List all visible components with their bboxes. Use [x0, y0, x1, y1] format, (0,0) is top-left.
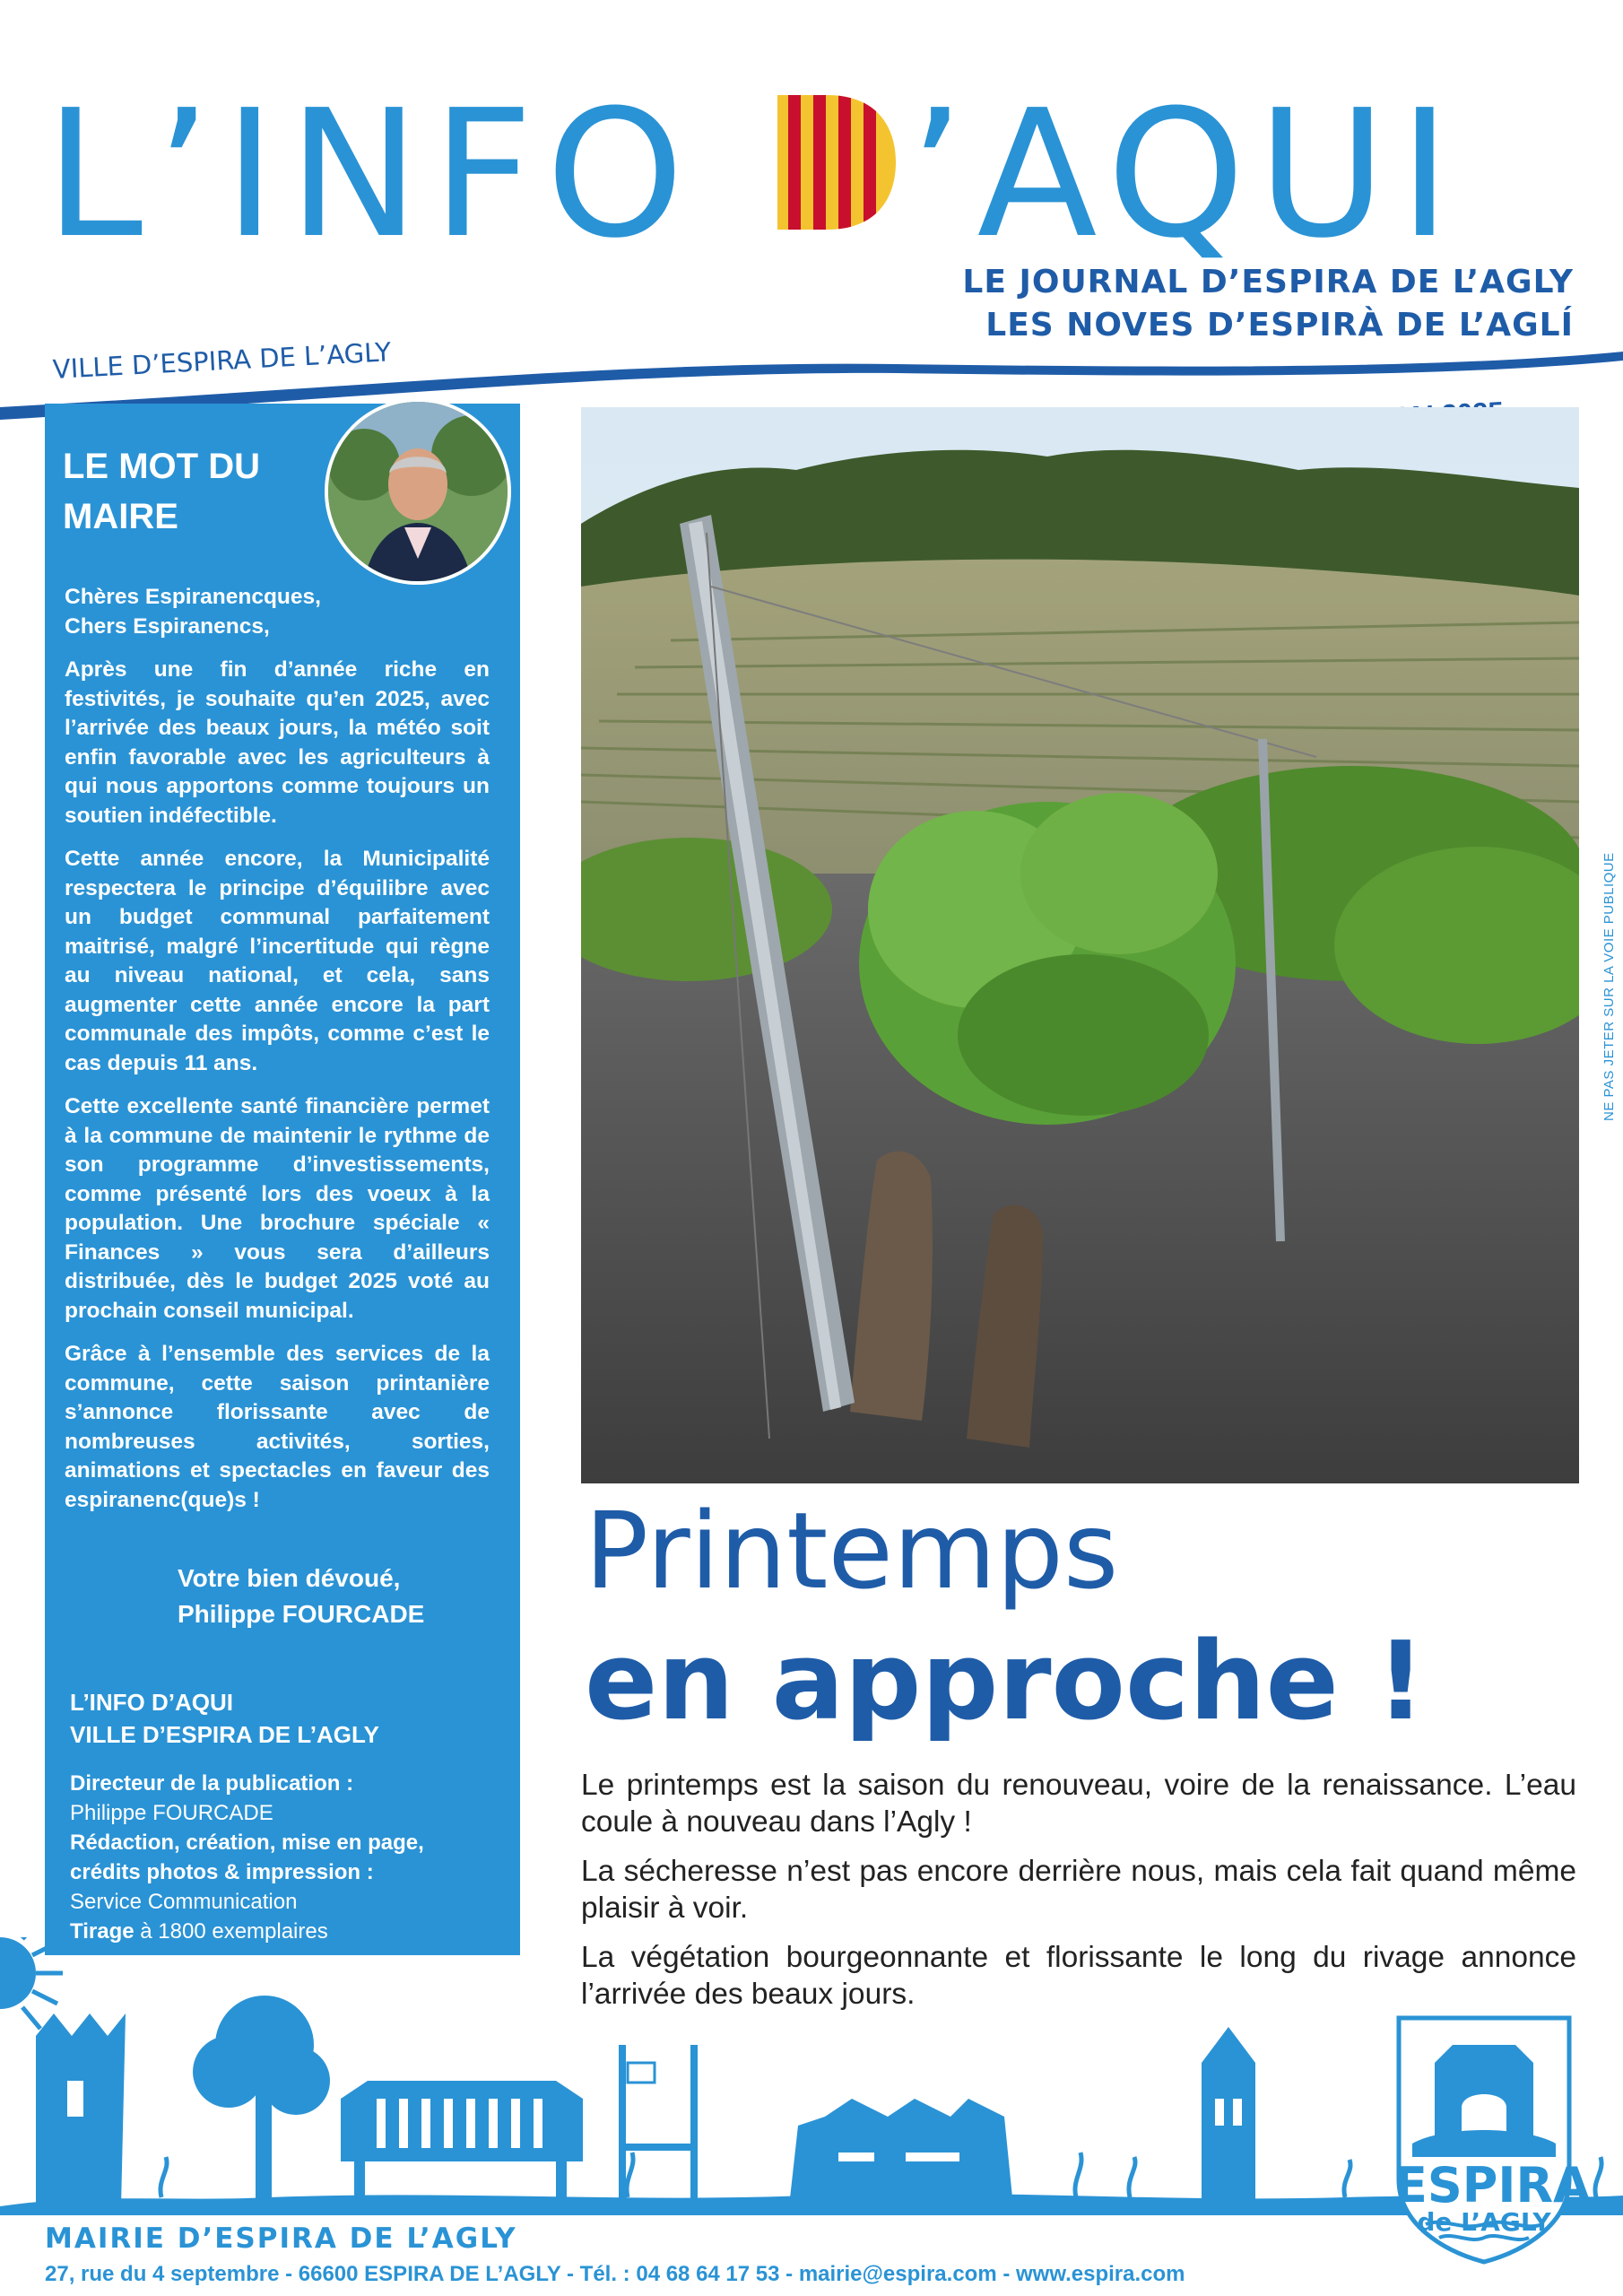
headline-line1: Printemps [585, 1489, 1119, 1613]
mot-du-maire-title: LE MOT DU MAIRE [63, 447, 260, 536]
masthead-title-part2: ’AQUI [908, 73, 1463, 277]
letter-greeting: Chères Espiranencques, Chers Espiranencs, [65, 585, 321, 639]
publication-credits: L’INFO D’AQUI VILLE D’ESPIRA DE L’AGLY Directeur de la publication : Philippe FOURCADE Rédaction, création, mise en page, crédits photos & impression : Service Communication Tirage à 1800 exemplaires [70, 1689, 424, 1944]
article-paragraph: Le printemps est la saison du renouveau, voire de la renaissance. L’eau coule à nouveau dans l’Agly ! [581, 1769, 1576, 1839]
mayor-portrait-photo [325, 398, 511, 585]
subtitle-occitan: LES NOVES D’ESPIRÀ DE L’AGLÍ [985, 307, 1574, 344]
footer-mairie-name: MAIRIE D’ESPIRA DE L’AGLY [45, 2222, 517, 2255]
letter-paragraph: Cette excellente santé financière permet à la commune de maintenir le rythme de son programme d’investissements, comme présenté lors des voeux à la population. Une brochure spéciale « Finances » vous sera d’ailleurs distribuée, dès le budget 2025 voté au prochain conseil municipal. [65, 1094, 490, 1323]
article-paragraph: La végétation bourgeonnante et florissante le long du rivage annonce l’arrivée des beaux jours. [581, 1941, 1576, 2011]
mot-du-maire-letter [65, 583, 490, 1529]
subtitle-french: LE JOURNAL D’ESPIRA DE L’AGLY [962, 264, 1574, 300]
article-paragraph: La sécheresse n’est pas encore derrière nous, mais cela fait quand même plaisir à voir. [581, 1855, 1576, 1925]
letter-paragraph: Grâce à l’ensemble des services de la commune, cette saison printanière s’annonce florissante avec de nombreuses activités, sorties, animations et spectacles en faveur des espiranenc(que)s ! [65, 1342, 490, 1512]
letter-paragraph: Après une fin d’année riche en festivités, je souhaite qu’en 2025, avec l’arrivée des beaux jours, la météo soit enfin favorable avec les agriculteurs à qui nous apportons comme toujours un soutien indéfectible. [65, 657, 490, 828]
ville-label: VILLE D’ESPIRA DE L’AGLY [52, 336, 392, 385]
letter-signoff: Votre bien dévoué, Philippe FOURCADE [178, 1561, 424, 1632]
side-note-recycle: NE PAS JETER SUR LA VOIE PUBLIQUE [1601, 852, 1617, 1121]
town-skyline-illustration [0, 1937, 1623, 2215]
vineyard-photo [581, 407, 1579, 1483]
logo-text-espira: ESPIRA [1394, 2157, 1591, 2213]
mayor-name: Philippe FOURCADE [178, 1600, 425, 1628]
masthead-title-part1: L’INFO [45, 73, 697, 277]
headline-line2: en approche ! [585, 1620, 1426, 1744]
letter-paragraph: Cette année encore, la Municipalité respectera le principe d’équilibre avec un budget communal parfaitement maitrisé, malgré l’incertitude qui règne au niveau national, et cela, sans augmenter cette année encore la part communale des impôts, comme c’est le cas depuis 11 ans. [65, 847, 490, 1075]
footer-contact-line: 27, rue du 4 septembre - 66600 ESPIRA DE L’AGLY - Tél. : 04 68 64 17 53 - mairie@espira.com - www.espira.com [45, 2262, 1185, 2286]
logo-text-agly: de L’AGLY [1417, 2207, 1551, 2237]
masthead-title [45, 73, 1569, 277]
catalan-flag-d-icon [768, 86, 903, 239]
